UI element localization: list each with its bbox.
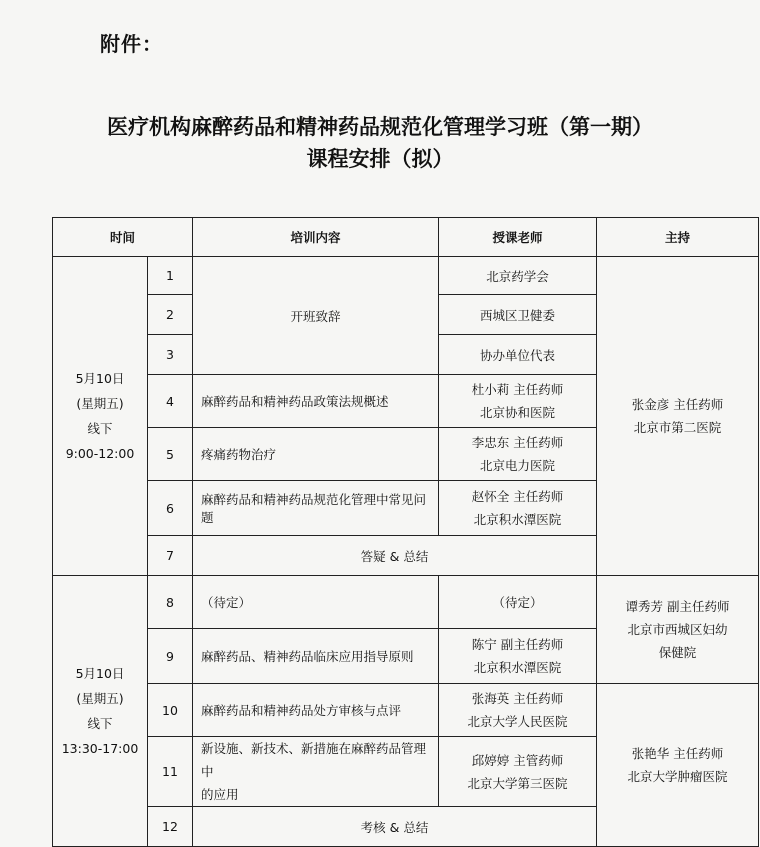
header-teacher: 授课老师 [439, 218, 597, 257]
content-cell: 答疑 & 总结 [193, 536, 597, 576]
content-cell: 开班致辞 [193, 257, 439, 375]
header-time: 时间 [53, 218, 193, 257]
content-cell: 新设施、新技术、新措施在麻醉药品管理中 的应用 [193, 737, 439, 807]
session-weekday: (星期五) [76, 396, 124, 411]
session-weekday: (星期五) [76, 691, 124, 706]
teacher-cell: 赵怀全 主任药师 北京积水潭医院 [439, 481, 597, 536]
document-subtitle: 课程安排（拟） [306, 147, 454, 171]
row-number: 8 [148, 576, 193, 629]
document-title: 医疗机构麻醉药品和精神药品规范化管理学习班（第一期） [107, 115, 653, 139]
row-number: 9 [148, 629, 193, 684]
host-cell: 谭秀芳 副主任药师 北京市西城区妇幼 保健院 [597, 576, 759, 684]
schedule-table [52, 217, 759, 847]
host-cell: 张金彦 主任药师 北京市第二医院 [597, 257, 759, 576]
teacher-cell: 协办单位代表 [439, 335, 597, 375]
teacher-cell: 北京药学会 [439, 257, 597, 295]
teacher-cell: 杜小莉 主任药师 北京协和医院 [439, 375, 597, 428]
row-number: 11 [148, 737, 193, 807]
row-number: 6 [148, 481, 193, 536]
header-row [53, 218, 759, 257]
content-cell: 麻醉药品和精神药品处方审核与点评 [193, 684, 439, 737]
content-cell: 麻醉药品和精神药品规范化管理中常见问题 [193, 481, 439, 536]
session-mode: 线下 [87, 716, 113, 731]
row-number: 4 [148, 375, 193, 428]
content-cell: 考核 & 总结 [193, 807, 597, 847]
row-number: 12 [148, 807, 193, 847]
teacher-cell: 陈宁 副主任药师 北京积水潭医院 [439, 629, 597, 684]
content-cell: 疼痛药物治疗 [193, 428, 439, 481]
teacher-cell: 张海英 主任药师 北京大学人民医院 [439, 684, 597, 737]
table-row [53, 684, 759, 737]
host-cell: 张艳华 主任药师 北京大学肿瘤医院 [597, 684, 759, 847]
header-content: 培训内容 [193, 218, 439, 257]
session-date: 5月10日 [75, 371, 125, 386]
session-time: 13:30-17:00 [61, 741, 139, 756]
content-cell: 麻醉药品、精神药品临床应用指导原则 [193, 629, 439, 684]
row-number: 3 [148, 335, 193, 375]
row-number: 1 [148, 257, 193, 295]
session-mode: 线下 [87, 421, 113, 436]
session-date: 5月10日 [75, 666, 125, 681]
row-number: 2 [148, 295, 193, 335]
session-morning [53, 257, 148, 576]
row-number: 7 [148, 536, 193, 576]
teacher-cell: （待定） [439, 576, 597, 629]
session-afternoon [53, 576, 148, 847]
table-row [53, 576, 759, 629]
session-time: 9:00-12:00 [65, 446, 135, 461]
row-number: 5 [148, 428, 193, 481]
row-number: 10 [148, 684, 193, 737]
content-cell: 麻醉药品和精神药品政策法规概述 [193, 375, 439, 428]
content-cell: （待定） [193, 576, 439, 629]
table-row [53, 257, 759, 295]
teacher-cell: 李忠东 主任药师 北京电力医院 [439, 428, 597, 481]
header-host: 主持 [597, 218, 759, 257]
attachment-label: 附件： [100, 32, 163, 56]
teacher-cell: 西城区卫健委 [439, 295, 597, 335]
teacher-cell: 邱婷婷 主管药师 北京大学第三医院 [439, 737, 597, 807]
